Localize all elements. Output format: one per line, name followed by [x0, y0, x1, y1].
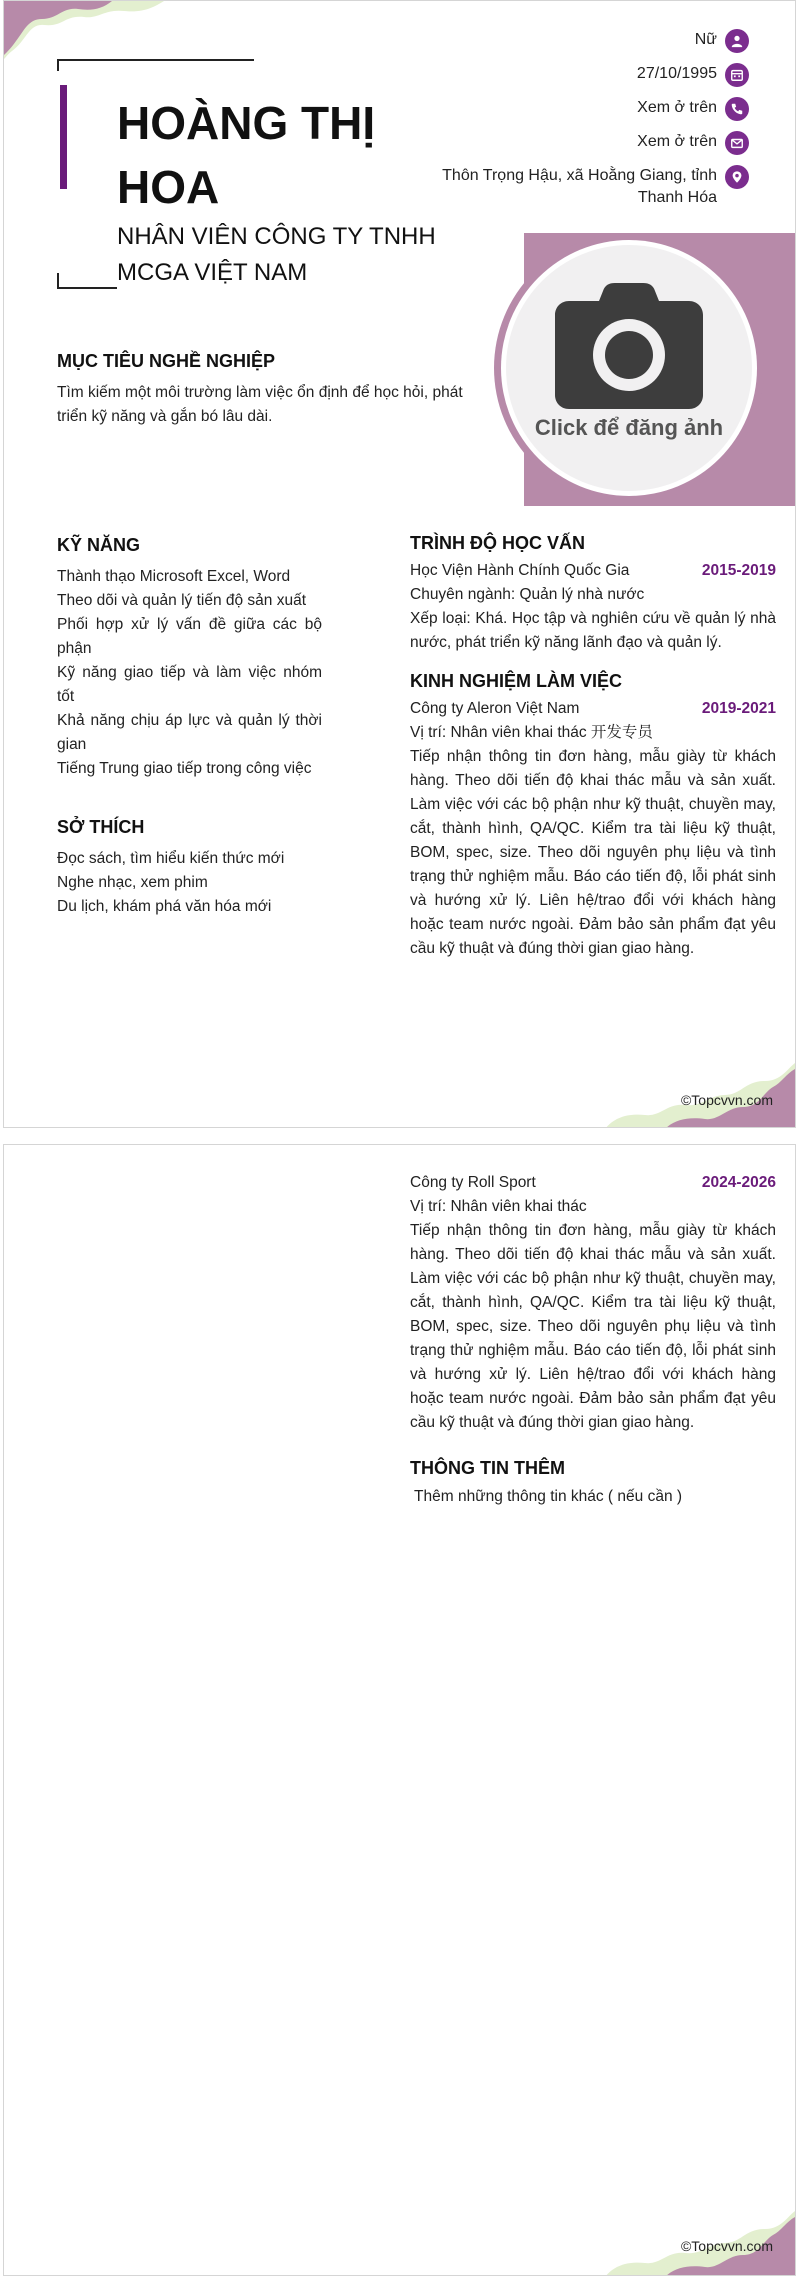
hobbies-list: [57, 847, 327, 919]
hobby-item[interactable]: Nghe nhạc, xem phim: [57, 874, 208, 891]
experience-entry-header[interactable]: [410, 697, 776, 721]
contact-address: Thôn Trọng Hậu, xã Hoằng Giang, tỉnh Thanh Hóa: [442, 167, 717, 206]
education-school: Học Viện Hành Chính Quốc Gia: [410, 562, 630, 579]
cv-page-1: [3, 0, 796, 1128]
objective-heading: MỤC TIÊU NGHỀ NGHIỆP: [57, 351, 276, 371]
person-icon: [725, 29, 749, 53]
skills-list: [57, 565, 322, 781]
camera-icon: [555, 281, 703, 409]
skill-item[interactable]: Khả năng chịu áp lực và quản lý thời gian: [57, 712, 322, 753]
objective-text[interactable]: Tìm kiếm một môi trường làm việc ổn định để học hỏi, phát triển kỹ năng và gắn bó lâu dài.: [57, 384, 463, 425]
name-frame-left-line: [57, 59, 59, 71]
decorative-blob-top-left: [4, 1, 164, 61]
experience-position[interactable]: Vị trí: Nhân viên khai thác: [410, 1198, 587, 1215]
experience-company: Công ty Aleron Việt Nam: [410, 700, 580, 717]
contact-phone-row[interactable]: [389, 97, 749, 121]
skill-item[interactable]: Phối hợp xử lý vấn đề giữa các bộ phận: [57, 616, 322, 657]
contact-birthday: 27/10/1995: [636, 65, 717, 82]
cv-page-2: [3, 1144, 796, 2276]
skills-heading: KỸ NĂNG: [57, 535, 141, 555]
skill-item[interactable]: Thành thạo Microsoft Excel, Word: [57, 568, 291, 585]
mail-icon: [725, 131, 749, 155]
phone-icon: [725, 97, 749, 121]
experience-years: 2019-2021: [701, 700, 776, 717]
education-rank[interactable]: Xếp loại: Khá. Học tập và nghiên cứu về quản lý nhà nước, phát triển kỹ năng lãnh đạo và quản lý.: [410, 610, 776, 651]
education-years: 2015-2019: [701, 562, 776, 579]
experience-description[interactable]: Tiếp nhận thông tin đơn hàng, mẫu giày từ khách hàng. Theo dõi tiến độ khai thác mẫu và sản xuất. Làm việc với các bộ phận như kỹ thuật, chuyền may, cắt, thành hình, QA/QC. Kiểm tra tài liệu kỹ thuật, BOM, spec, size. Theo dõi nguyên phụ liệu và tình trạng thử nghiệm mẫu. Báo cáo tiến độ, lỗi phát sinh và hướng xử lý. Liên hệ/trao đổi với khách hàng hoặc team nước ngoài. Đảm bảo sản phẩm đạt yêu cầu kỹ thuật và đúng thời gian giao hàng.: [410, 748, 776, 957]
watermark: ©Topcvvn.com: [680, 2238, 773, 2254]
hobbies-heading: SỞ THÍCH: [57, 817, 145, 837]
contact-gender: Nữ: [694, 31, 717, 48]
watermark: ©Topcvvn.com: [680, 1092, 773, 1108]
name-frame-top-line: [57, 59, 254, 61]
photo-upload-area[interactable]: [506, 245, 752, 491]
education-major[interactable]: Chuyên ngành: Quản lý nhà nước: [410, 586, 645, 603]
experience-heading: KINH NGHIỆM LÀM VIỆC: [410, 671, 623, 691]
contact-birthday-row[interactable]: [389, 63, 749, 87]
skill-item[interactable]: Tiếng Trung giao tiếp trong công việc: [57, 760, 312, 777]
hobby-item[interactable]: Du lịch, khám phá văn hóa mới: [57, 898, 272, 915]
experience-entry-header[interactable]: [410, 1171, 776, 1195]
contact-email: Xem ở trên: [637, 133, 717, 150]
experience-company: Công ty Roll Sport: [410, 1174, 536, 1191]
candidate-name[interactable]: HOÀNG THỊ HOA: [117, 97, 376, 213]
location-icon: [725, 165, 749, 189]
experience-position[interactable]: Vị trí: Nhân viên khai thác 开发专员: [410, 724, 653, 741]
contact-email-row[interactable]: [389, 131, 749, 155]
experience-years: 2024-2026: [701, 1174, 776, 1191]
extra-info-text[interactable]: Thêm những thông tin khác ( nếu cần ): [410, 1488, 683, 1505]
contact-info: [389, 29, 749, 219]
name-frame-bottom-left-horizontal: [57, 287, 117, 289]
extra-info-heading: THÔNG TIN THÊM: [410, 1458, 565, 1478]
contact-address-row[interactable]: [389, 165, 749, 209]
experience-description[interactable]: Tiếp nhận thông tin đơn hàng, mẫu giày từ khách hàng. Theo dõi tiến độ khai thác mẫu và sản xuất. Làm việc với các bộ phận như kỹ thuật, chuyền may, cắt, thành hình, QA/QC. Kiểm tra tài liệu kỹ thuật, BOM, spec, size. Theo dõi nguyên phụ liệu và tình trạng thử nghiệm mẫu. Báo cáo tiến độ, lỗi phát sinh và hướng xử lý. Liên hệ/trao đổi với khách hàng hoặc team nước ngoài. Đảm bảo sản phẩm đạt yêu cầu kỹ thuật và đúng thời gian giao hàng.: [410, 1222, 776, 1431]
skill-item[interactable]: Kỹ năng giao tiếp và làm việc nhóm tốt: [57, 664, 322, 705]
education-entry-header[interactable]: [410, 559, 776, 583]
name-accent-bar: [60, 85, 67, 189]
contact-phone: Xem ở trên: [637, 99, 717, 116]
candidate-job-title[interactable]: NHÂN VIÊN CÔNG TY TNHH MCGA VIỆT NAM: [117, 223, 436, 286]
skill-item[interactable]: Theo dõi và quản lý tiến độ sản xuất: [57, 592, 307, 609]
contact-gender-row[interactable]: [389, 29, 749, 53]
education-heading: TRÌNH ĐỘ HỌC VẤN: [410, 533, 585, 553]
hobby-item[interactable]: Đọc sách, tìm hiểu kiến thức mới: [57, 850, 285, 867]
photo-upload-label: Click để đăng ảnh: [534, 415, 724, 440]
calendar-icon: [725, 63, 749, 87]
